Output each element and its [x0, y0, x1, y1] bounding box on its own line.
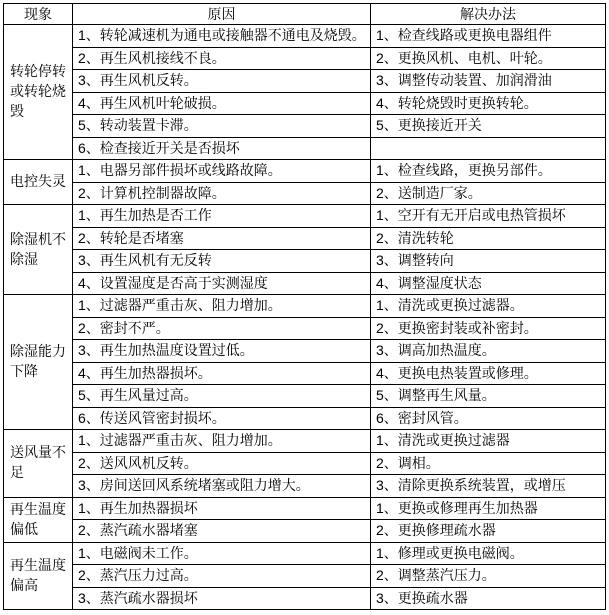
table-row	[4, 70, 606, 93]
cause-cell: 1、转轮减速机为通电或接触器不通电及烧毁。	[73, 25, 371, 48]
table-row	[4, 362, 606, 385]
cause-cell: 4、再生风机叶轮破损。	[73, 92, 371, 115]
cause-cell: 2、密封不严。	[73, 317, 371, 340]
solution-cell: 2、更换风机、电机、叶轮。	[371, 47, 606, 70]
solution-cell: 3、更换疏水器	[371, 587, 606, 610]
solution-cell: 2、更换密封装或补密封。	[371, 317, 606, 340]
table-row	[4, 92, 606, 115]
phenomenon-cell: 再生温度偏高	[4, 542, 73, 610]
table-row	[4, 25, 606, 48]
solution-cell: 1、清洗或更换过滤器。	[371, 295, 606, 318]
header-solution: 解决办法	[371, 4, 606, 25]
cause-cell: 2、蒸汽疏水器堵塞	[73, 520, 371, 543]
solution-cell: 5、更换接近开关	[371, 115, 606, 138]
cause-cell: 1、再生加热是否工作	[73, 205, 371, 228]
cause-cell: 5、再生风量过高。	[73, 385, 371, 408]
cause-cell: 6、传送风管密封损坏。	[73, 407, 371, 430]
solution-cell: 4、转轮烧毁时更换转轮。	[371, 92, 606, 115]
phenomenon-cell: 送风量不足	[4, 430, 73, 498]
cause-cell: 4、再生加热器损坏。	[73, 362, 371, 385]
cause-cell: 3、蒸汽疏水器损坏	[73, 587, 371, 610]
solution-cell: 2、调整蒸汽压力。	[371, 565, 606, 588]
table-row	[4, 430, 606, 453]
table-row	[4, 317, 606, 340]
solution-cell: 4、调整湿度状态	[371, 272, 606, 295]
solution-cell: 1、修理或更换电磁阀。	[371, 542, 606, 565]
solution-cell: 2、调相。	[371, 452, 606, 475]
solution-cell: 2、清洗转轮	[371, 227, 606, 250]
solution-cell: 2、更换修理疏水器	[371, 520, 606, 543]
cause-cell: 1、过滤器严重击灰、阻力增加。	[73, 295, 371, 318]
cause-cell: 2、再生风机接线不良。	[73, 47, 371, 70]
cause-cell: 1、过滤器严重击灰、阻力增加。	[73, 430, 371, 453]
solution-cell: 1、清洗或更换过滤器	[371, 430, 606, 453]
phenomenon-cell: 除湿机不除湿	[4, 205, 73, 295]
cause-cell: 2、送风风机反转。	[73, 452, 371, 475]
table-row	[4, 565, 606, 588]
table-header-row	[4, 4, 606, 25]
solution-cell: 2、送制造厂家。	[371, 182, 606, 205]
cause-cell: 1、电器另部件损坏或线路故障。	[73, 160, 371, 183]
header-cause: 原因	[73, 4, 371, 25]
solution-cell: 4、更换电热装置或修理。	[371, 362, 606, 385]
phenomenon-cell: 除湿能力下降	[4, 295, 73, 430]
table-row	[4, 587, 606, 610]
table-row	[4, 340, 606, 363]
phenomenon-cell: 转轮停转或转轮烧毁	[4, 25, 73, 160]
cause-cell: 2、计算机控制器故障。	[73, 182, 371, 205]
table-row	[4, 520, 606, 543]
solution-cell: 1、空开有无开启或电热管损坏	[371, 205, 606, 228]
table-body	[4, 25, 606, 610]
solution-cell	[371, 137, 606, 160]
table-row	[4, 407, 606, 430]
cause-cell: 3、再生加热温度设置过低。	[73, 340, 371, 363]
table-row	[4, 452, 606, 475]
table-row	[4, 295, 606, 318]
phenomenon-cell: 电控失灵	[4, 160, 73, 205]
cause-cell: 2、蒸汽压力过高。	[73, 565, 371, 588]
header-phenomenon: 现象	[4, 4, 73, 25]
phenomenon-cell: 再生温度偏低	[4, 497, 73, 542]
table-row	[4, 475, 606, 498]
solution-cell: 1、检查线路，更换另部件。	[371, 160, 606, 183]
solution-cell: 3、调整传动装置、加润滑油	[371, 70, 606, 93]
solution-cell: 1、更换或修理再生加热器	[371, 497, 606, 520]
table-row	[4, 250, 606, 273]
table-row	[4, 497, 606, 520]
cause-cell: 3、房间送回风系统堵塞或阻力增大。	[73, 475, 371, 498]
cause-cell: 6、检查接近开关是否损坏	[73, 137, 371, 160]
cause-cell: 5、转动装置卡滞。	[73, 115, 371, 138]
table-row	[4, 115, 606, 138]
cause-cell: 1、再生加热器损坏	[73, 497, 371, 520]
table-row	[4, 272, 606, 295]
table-row	[4, 160, 606, 183]
table-row	[4, 205, 606, 228]
troubleshooting-table	[3, 3, 606, 610]
cause-cell: 1、电磁阀未工作。	[73, 542, 371, 565]
solution-cell: 3、调整转向	[371, 250, 606, 273]
solution-cell: 6、密封风管。	[371, 407, 606, 430]
table-row	[4, 542, 606, 565]
solution-cell: 3、清除更换系统装置，或增压	[371, 475, 606, 498]
solution-cell: 3、调高加热温度。	[371, 340, 606, 363]
table-row	[4, 47, 606, 70]
cause-cell: 4、设置湿度是否高于实测湿度	[73, 272, 371, 295]
table-row	[4, 182, 606, 205]
cause-cell: 3、再生风机有无反转	[73, 250, 371, 273]
table-row	[4, 385, 606, 408]
solution-cell: 1、检查线路或更换电器组件	[371, 25, 606, 48]
table-row	[4, 227, 606, 250]
cause-cell: 2、转轮是否堵塞	[73, 227, 371, 250]
cause-cell: 3、再生风机反转。	[73, 70, 371, 93]
solution-cell: 5、调整再生风量。	[371, 385, 606, 408]
table-row	[4, 137, 606, 160]
